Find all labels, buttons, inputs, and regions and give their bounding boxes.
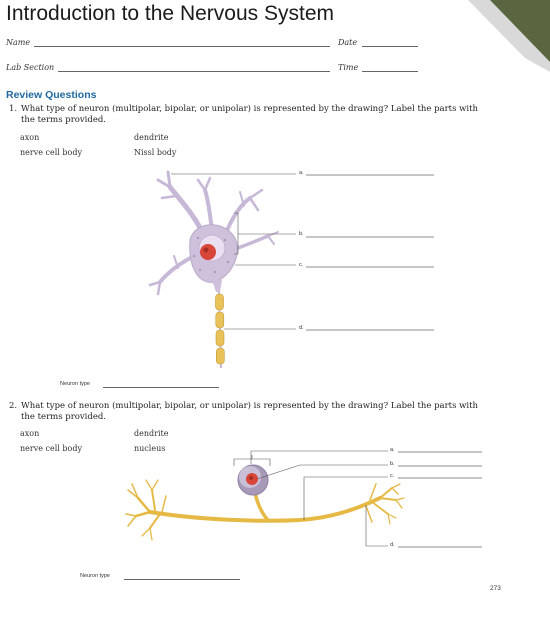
q1-label-c: c.: [299, 262, 304, 268]
q2-label-a: a.: [390, 447, 395, 453]
q2-neuron-type-label: Neuron type: [80, 573, 110, 579]
q2-label-b: b.: [390, 461, 395, 467]
q2-term-nerve-cell-body: nerve cell body: [20, 444, 82, 453]
time-label: Time: [338, 63, 359, 72]
q1-term-axon: axon: [20, 133, 40, 142]
lab-section-label: Lab Section: [6, 63, 55, 72]
q1-label-a: a.: [299, 170, 304, 176]
q1-neuron-type-label: Neuron type: [60, 381, 90, 387]
question-1-number: 1.: [9, 104, 18, 114]
q1-term-dendrite: dendrite: [134, 133, 169, 142]
q1-term-nissl-body: Nissl body: [134, 148, 177, 157]
name-label: Name: [6, 38, 31, 47]
question-1-text: What type of neuron (multipolar, bipolar, or unipolar) is represented by the drawing? Label the parts with the terms provided.: [21, 104, 479, 125]
q2-label-c: c.: [390, 473, 395, 479]
page-title: Introduction to the Nervous System: [6, 2, 334, 25]
date-label: Date: [338, 38, 358, 47]
q2-label-d: d.: [390, 542, 395, 548]
section-heading: Review Questions: [6, 89, 97, 101]
page-number: 273: [490, 585, 501, 592]
q2-term-dendrite: dendrite: [134, 429, 169, 438]
q2-neuron-type-field[interactable]: [124, 579, 240, 580]
q2-term-nucleus: nucleus: [134, 444, 166, 453]
question-2-text: What type of neuron (multipolar, bipolar, or unipolar) is represented by the drawing? Label the parts with the terms provided.: [21, 401, 479, 422]
q1-term-nerve-cell-body: nerve cell body: [20, 148, 82, 157]
question-2-number: 2.: [9, 401, 18, 411]
q1-label-b: b.: [299, 231, 304, 237]
q1-label-d: d.: [299, 325, 304, 331]
q2-term-axon: axon: [20, 429, 40, 438]
